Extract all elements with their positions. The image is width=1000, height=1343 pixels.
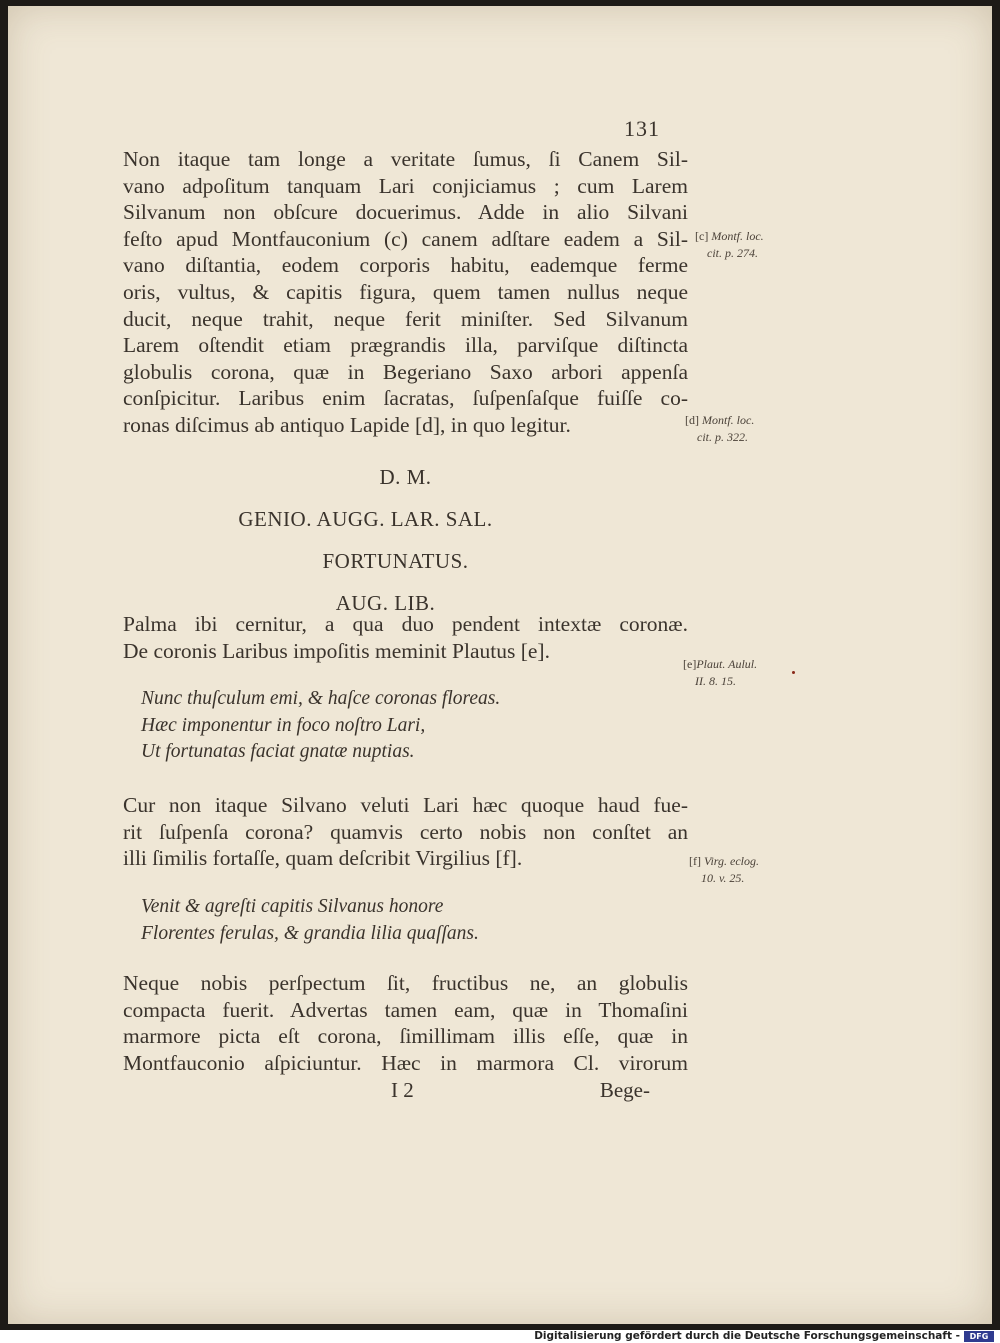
text-line: Larem oſtendit etiam prægrandis illa, parviſque diſtincta xyxy=(123,333,688,358)
paragraph-4 xyxy=(123,970,688,1076)
text-line: rit ſuſpenſa corona? quamvis certo nobis non conſtet an xyxy=(123,819,688,844)
note-tag: [d] xyxy=(685,413,699,427)
verse-quote-virgil xyxy=(141,894,661,947)
text-line: vano adpoſitum tanquam Lari conjiciamus ; cum Larem xyxy=(123,173,688,198)
verse-line: Nunc thuſculum emi, & haſce coronas floreas. xyxy=(141,688,501,709)
paragraph-2 xyxy=(123,611,688,664)
text-line: feſto apud Montfauconium (c) canem adſtare eadem a Sil- xyxy=(123,226,688,251)
text-line: compacta fuerit. Advertas tamen eam, quæ in Thomaſini xyxy=(123,997,688,1022)
text-line: Silvanum non obſcure docuerimus. Adde in alio Silvani xyxy=(123,200,688,225)
inscription-line: D. M. xyxy=(379,465,432,489)
note-source: II. 8. 15. xyxy=(695,674,736,688)
text-line: marmore picta eſt corona, ſimillimam illis eſſe, quæ in xyxy=(123,1024,688,1049)
text-line: oris, vultus, & capitis figura, quem tamen nullus neque xyxy=(123,279,688,304)
note-source: Virg. eclog. xyxy=(704,854,759,868)
text-line: globulis corona, quæ in Begeriano Saxo arbori appenſa xyxy=(123,359,688,384)
ink-speck xyxy=(792,671,795,674)
text-line: Palma ibi cernitur, a qua duo pendent intextæ coronæ. xyxy=(123,612,688,636)
text-line: Montfauconio aſpiciuntur. Hæc in marmora Cl. virorum xyxy=(123,1050,688,1075)
catchword: Bege- xyxy=(599,1078,650,1102)
note-tag: [c] xyxy=(695,229,709,243)
note-source: Montf. loc. xyxy=(711,229,764,243)
page-number: 131 xyxy=(624,116,660,141)
book-page xyxy=(8,6,992,1324)
text-line: ducit, neque trahit, neque ferit miniſter. Sed Silvanum xyxy=(123,306,688,331)
paragraph-3 xyxy=(123,792,688,872)
text-line: vano diſtantia, eodem corporis habitu, eademque ferme xyxy=(123,253,688,278)
verse-line: Venit & agreſti capitis Silvanus honore xyxy=(141,896,444,917)
text-line: Neque nobis perſpectum ſit, fructibus ne, an globulis xyxy=(123,971,688,995)
text-line: Cur non itaque Silvano veluti Lari hæc quoque haud fue- xyxy=(123,793,688,817)
footer-credit: Digitalisierung gefördert durch die Deutsche Forschungsgemeinschaft - xyxy=(534,1330,960,1342)
text-line: conſpicitur. Laribus enim ſacratas, ſuſpenſaſque fuiſſe co- xyxy=(123,386,688,411)
note-source: cit. p. 274. xyxy=(707,246,758,260)
margin-note-f xyxy=(689,853,759,887)
text-line: illi ſimilis fortaſſe, quam deſcribit Virgilius [f]. xyxy=(123,846,523,871)
paragraph-1 xyxy=(123,146,688,439)
note-source: Montf. loc. xyxy=(702,413,755,427)
text-line: Non itaque tam longe a veritate ſumus, ſi Canem Sil- xyxy=(123,147,688,171)
margin-note-d xyxy=(685,412,754,446)
verse-line: Ut fortunatas faciat gnatæ nuptias. xyxy=(141,741,415,763)
note-tag: [e] xyxy=(683,657,697,671)
text-line: De coronis Laribus impoſitis meminit Plautus [e]. xyxy=(123,638,550,663)
margin-note-e xyxy=(683,656,757,690)
note-source: Plaut. Aulul. xyxy=(696,657,758,671)
inscription-line: AUG. LIB. xyxy=(335,591,436,615)
note-source: cit. p. 322. xyxy=(697,430,748,444)
verse-quote-plautus xyxy=(141,686,661,766)
inscription-line: FORTUNATUS. xyxy=(322,549,469,573)
inscription-line: GENIO. AUGG. LAR. SAL. xyxy=(238,507,493,531)
text-line: ronas diſcimus ab antiquo Lapide [d], in quo legitur. xyxy=(123,412,571,437)
signature-mark: I 2 xyxy=(391,1078,414,1102)
margin-note-c xyxy=(695,228,764,262)
inscription xyxy=(123,456,688,624)
dfg-logo-icon: DFG xyxy=(964,1331,994,1342)
note-tag: [f] xyxy=(689,854,701,868)
verse-line: Hæc imponentur in foco noſtro Lari, xyxy=(141,714,426,736)
note-source: 10. v. 25. xyxy=(701,871,745,885)
verse-line: Florentes ferulas, & grandia lilia quaſſans. xyxy=(141,922,479,944)
